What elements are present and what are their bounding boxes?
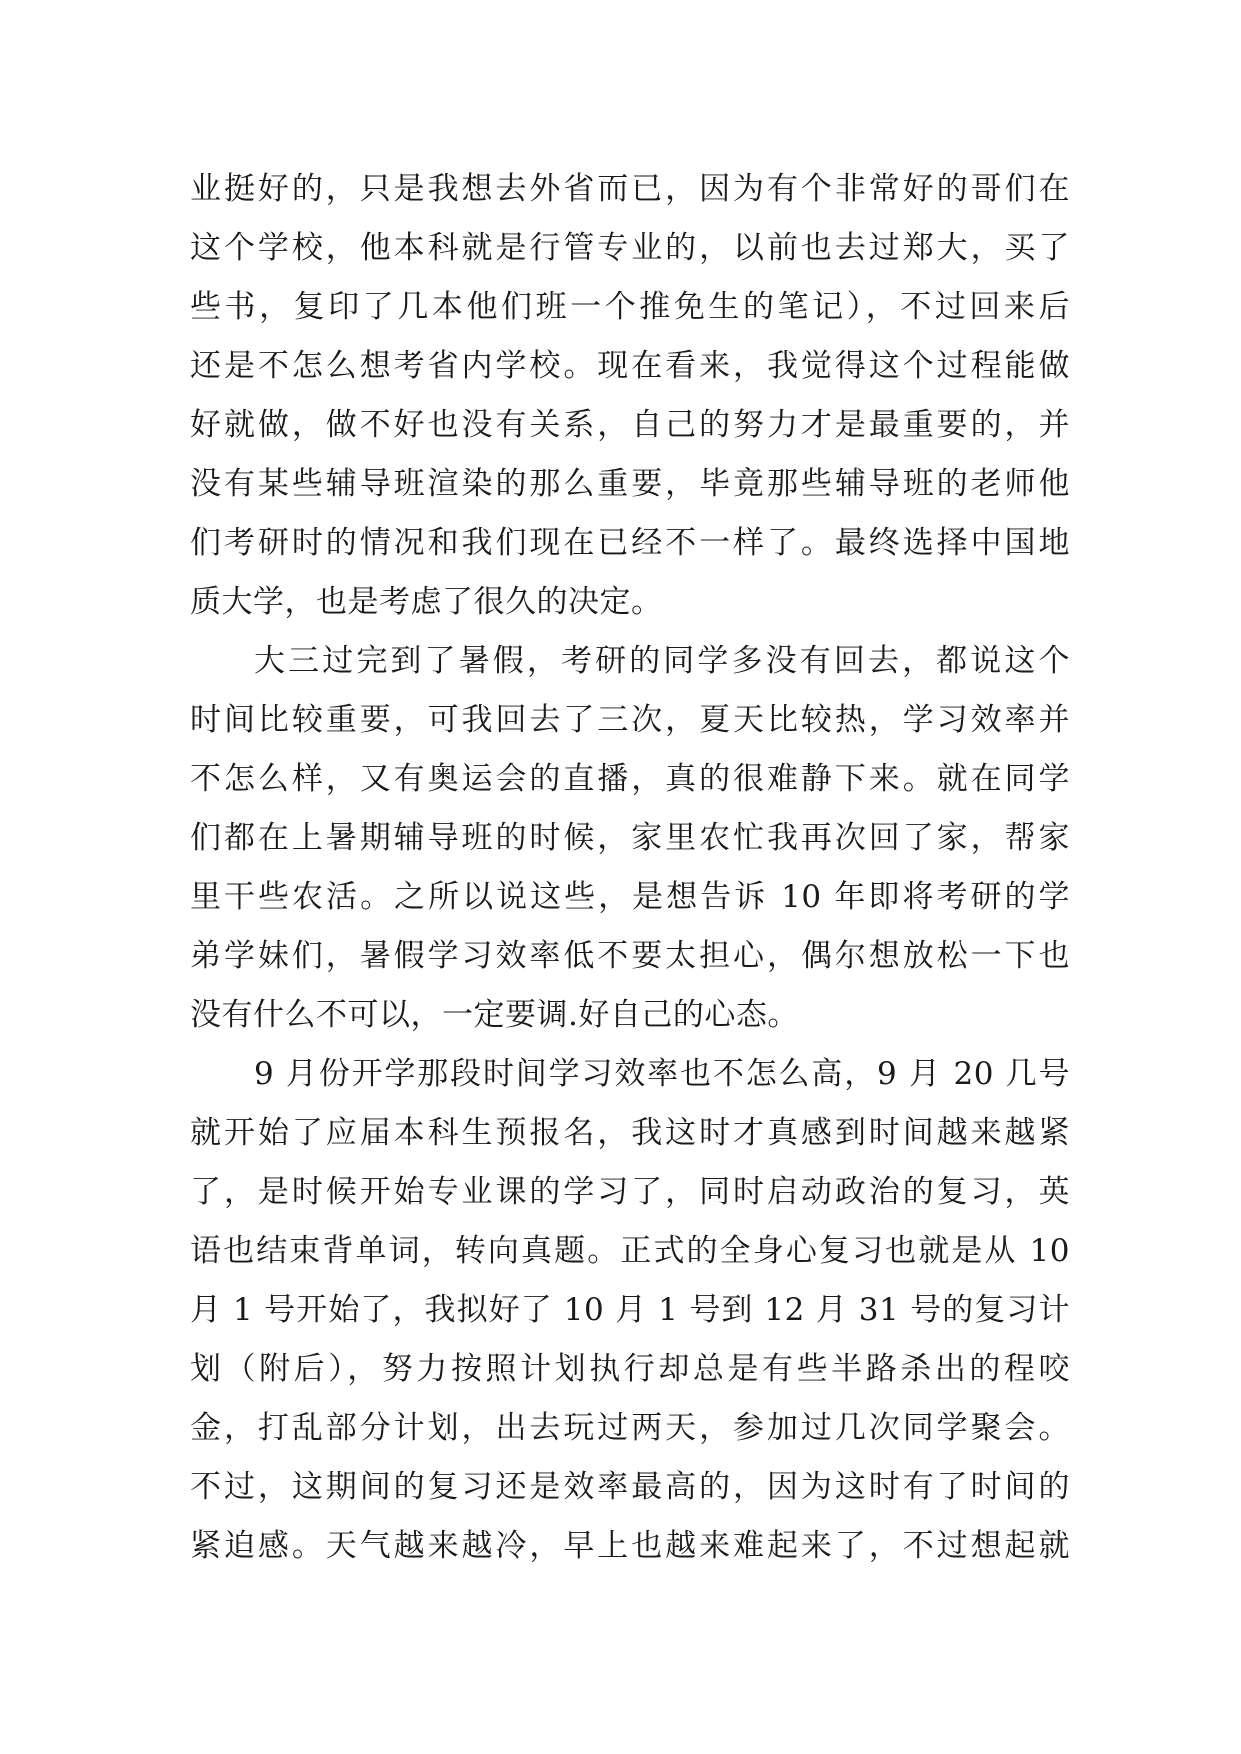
text-line: 划（附后），努力按照计划执行却总是有些半路杀出的程咬 — [190, 1351, 1070, 1387]
text-line: 时间比较重要，可我回去了三次，夏天比较热，学习效率并 — [190, 702, 1070, 738]
text-line: 了，是时候开始专业课的学习了，同时启动政治的复习，英 — [190, 1174, 1070, 1210]
text-line: 好就做，做不好也没有关系，自己的努力才是最重要的，并 — [190, 407, 1070, 443]
body-text — [190, 160, 1070, 1576]
paragraph-2 — [190, 632, 1070, 1045]
paragraph-3 — [190, 1045, 1070, 1576]
text-line: 们都在上暑期辅导班的时候，家里农忙我再次回了家，帮家 — [190, 820, 1070, 856]
text-line: 弟学妹们，暑假学习效率低不要太担心，偶尔想放松一下也 — [190, 938, 1070, 974]
text-line: 语也结束背单词，转向真题。正式的全身心复习也就是从 10 — [190, 1233, 1070, 1269]
text-line: 这个学校，他本科就是行管专业的，以前也去过郑大，买了 — [190, 230, 1070, 266]
text-line: 紧迫感。天气越来越冷，早上也越来难起来了，不过想起就 — [190, 1528, 1070, 1564]
text-line: 没有某些辅导班渲染的那么重要，毕竟那些辅导班的老师他 — [190, 466, 1070, 502]
text-line: 业挺好的，只是我想去外省而已，因为有个非常好的哥们在 — [190, 171, 1070, 207]
text-line: 大三过完到了暑假，考研的同学多没有回去，都说这个 — [254, 643, 1070, 679]
text-line: 9 月份开学那段时间学习效率也不怎么高，9 月 20 几号 — [254, 1056, 1070, 1092]
text-line: 们考研时的情况和我们现在已经不一样了。最终选择中国地 — [190, 525, 1070, 561]
text-line: 不怎么样，又有奥运会的直播，真的很难静下来。就在同学 — [190, 761, 1070, 797]
text-line: 还是不怎么想考省内学校。现在看来，我觉得这个过程能做 — [190, 348, 1070, 384]
text-line: 里干些农活。之所以说这些，是想告诉 10 年即将考研的学 — [190, 879, 1070, 915]
text-line: 月 1 号开始了，我拟好了 10 月 1 号到 12 月 31 号的复习计 — [190, 1292, 1070, 1328]
text-line: 金，打乱部分计划，出去玩过两天，参加过几次同学聚会。 — [190, 1410, 1070, 1446]
text-line: 些书，复印了几本他们班一个推免生的笔记），不过回来后 — [190, 289, 1070, 325]
text-line: 质大学，也是考虑了很久的决定。 — [190, 584, 663, 620]
paragraph-1 — [190, 160, 1070, 632]
text-line: 就开始了应届本科生预报名，我这时才真感到时间越来越紧 — [190, 1115, 1070, 1151]
text-line: 没有什么不可以，一定要调.好自己的心态。 — [190, 997, 799, 1033]
text-line: 不过，这期间的复习还是效率最高的，因为这时有了时间的 — [190, 1469, 1070, 1505]
